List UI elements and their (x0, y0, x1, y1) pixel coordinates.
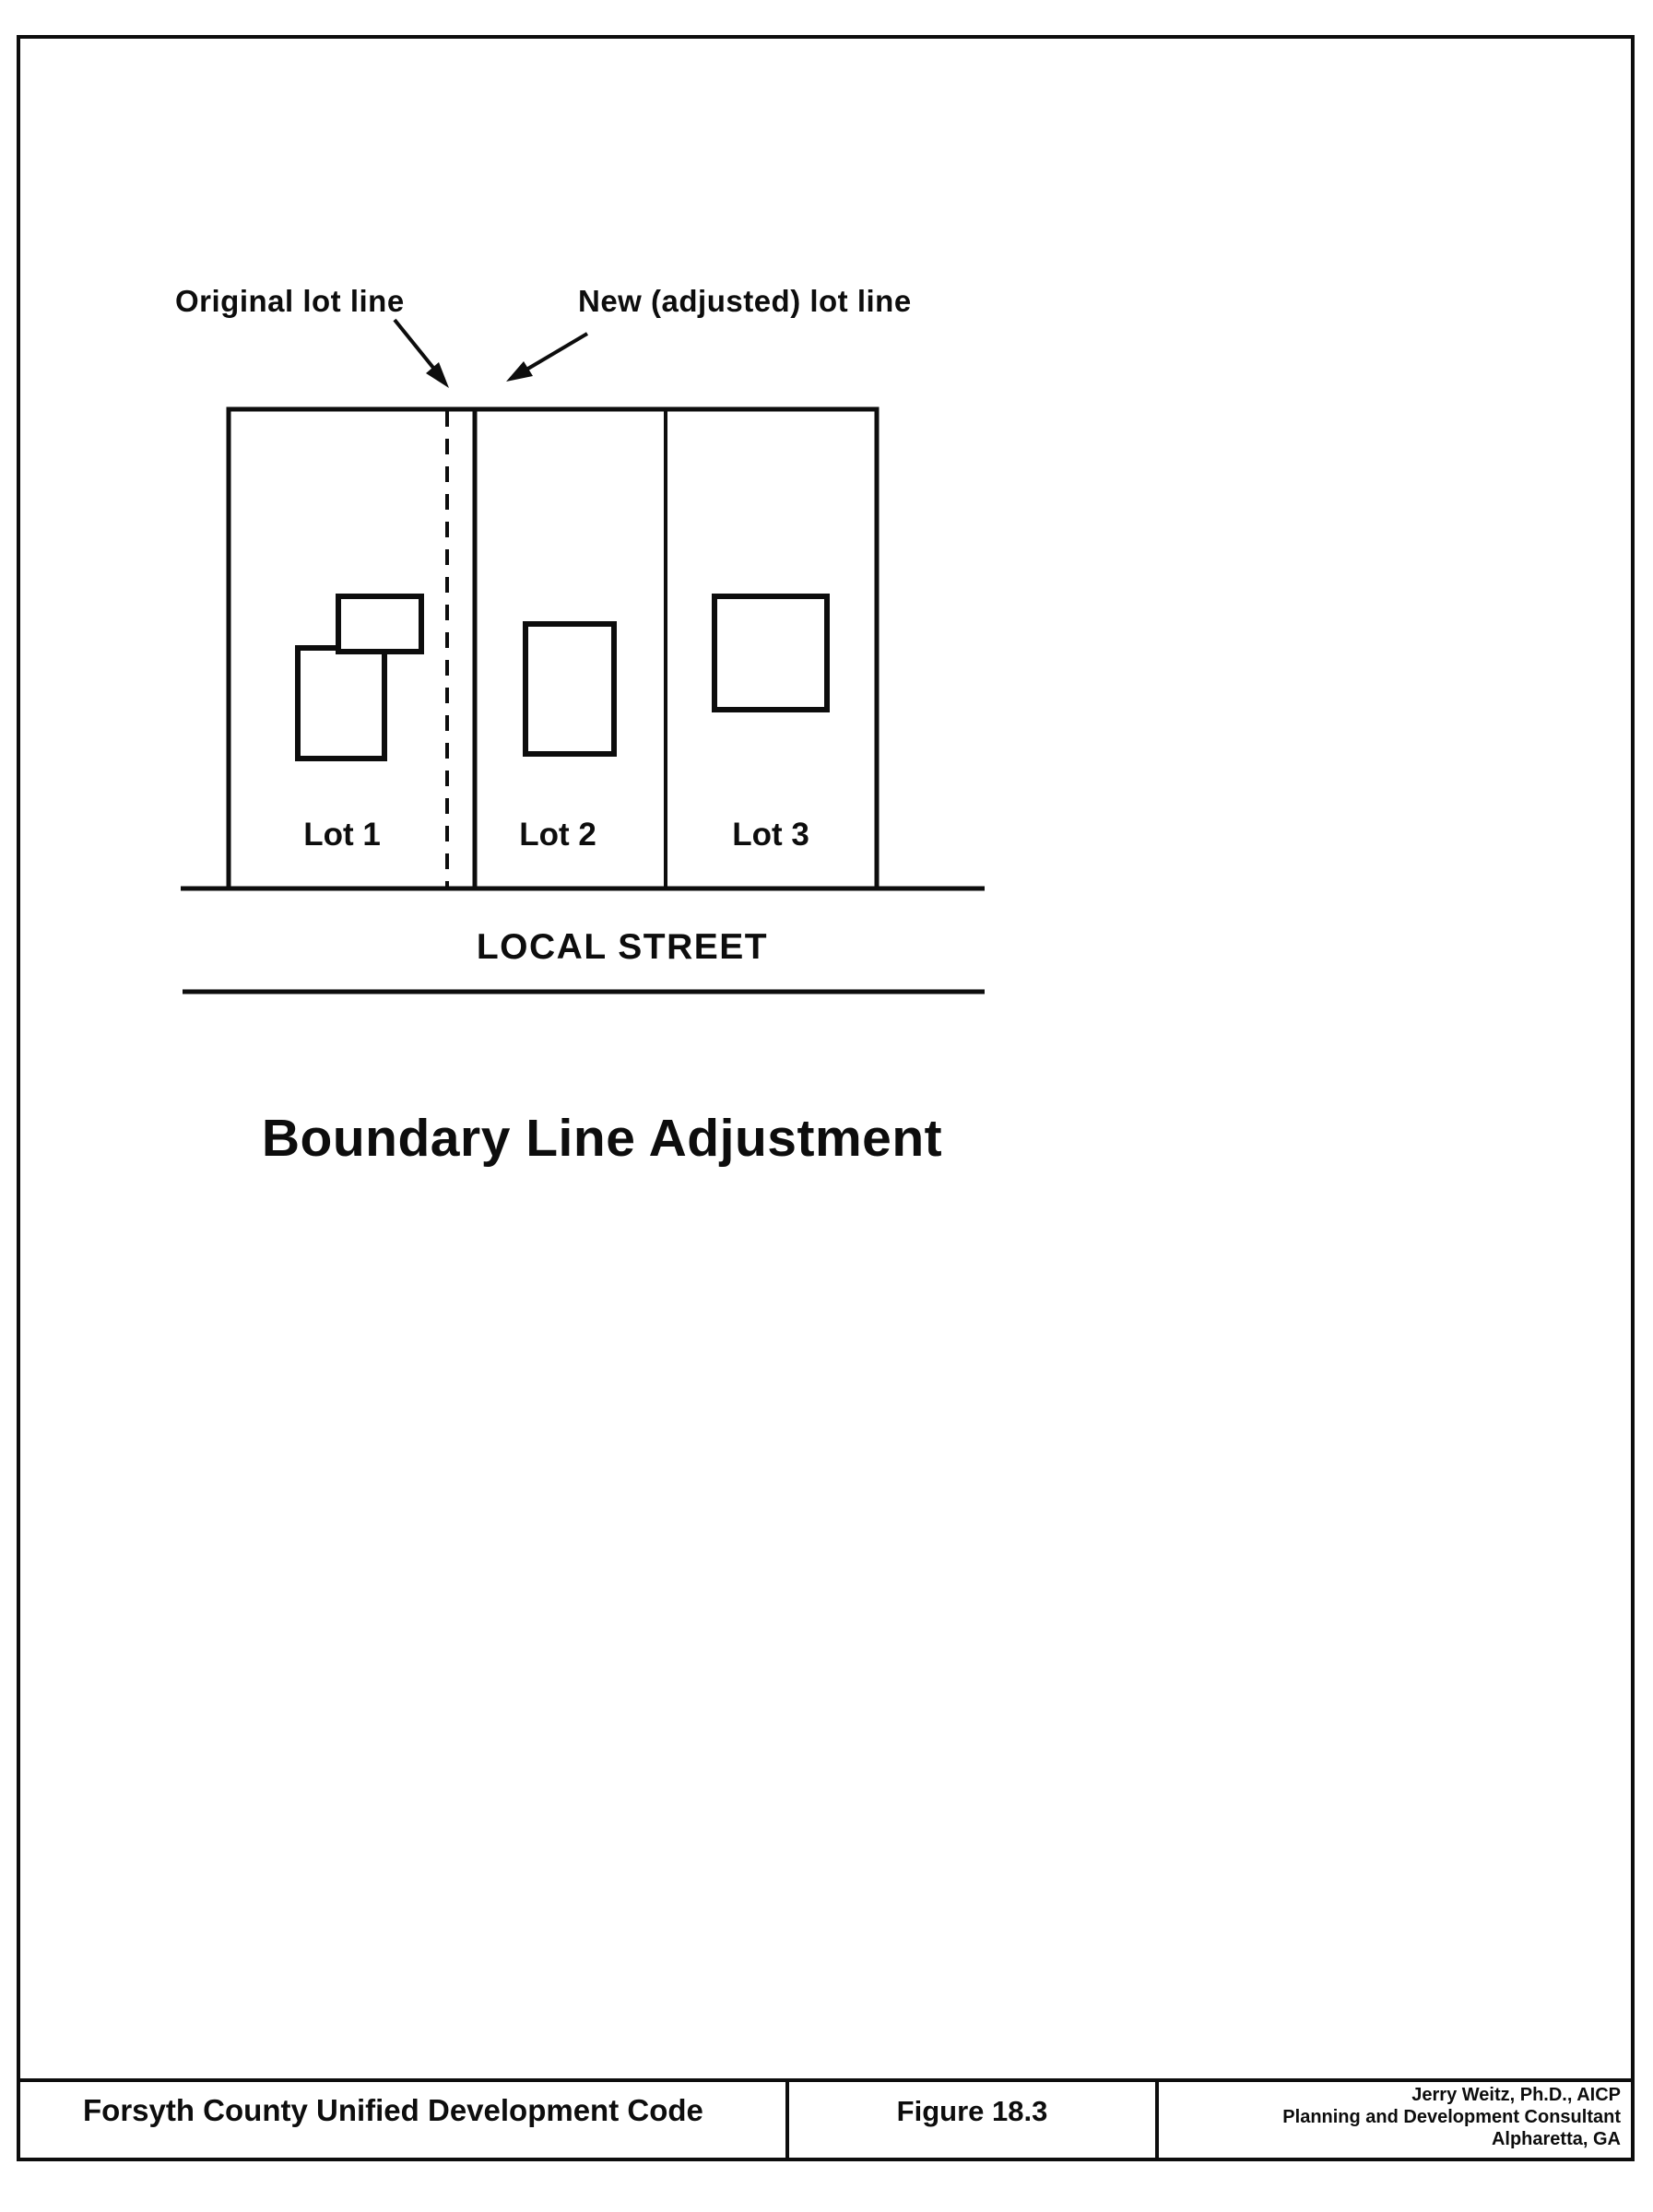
arrow-new-lot-line (506, 334, 587, 382)
label-original-lot-line: Original lot line (175, 284, 405, 318)
lot-3-label: Lot 3 (732, 817, 809, 853)
footer-consultant-credit (1171, 2084, 1621, 2150)
building-lot3 (714, 596, 827, 710)
street-label: LOCAL STREET (476, 927, 769, 967)
footer-figure-number: Figure 18.3 (896, 2095, 1048, 2127)
figure-title: Boundary Line Adjustment (261, 1109, 943, 1168)
building-lot1-lower (298, 648, 384, 759)
lot-2-label: Lot 2 (519, 817, 596, 853)
lot-1-label: Lot 1 (303, 817, 381, 853)
building-lot2 (525, 624, 614, 754)
label-new-lot-line: New (adjusted) lot line (578, 284, 912, 318)
arrow-original-lot-line (395, 320, 449, 388)
footer-consultant-location: Alpharetta, GA (1491, 2129, 1621, 2149)
building-lot1-upper (338, 596, 421, 652)
footer-divider-2 (1155, 2078, 1159, 2158)
footer-document-title: Forsyth County Unified Development Code (83, 2093, 703, 2127)
footer-consultant-name: Jerry Weitz, Ph.D., AICP (1411, 2085, 1621, 2105)
footer-consultant-role: Planning and Development Consultant (1282, 2107, 1621, 2127)
